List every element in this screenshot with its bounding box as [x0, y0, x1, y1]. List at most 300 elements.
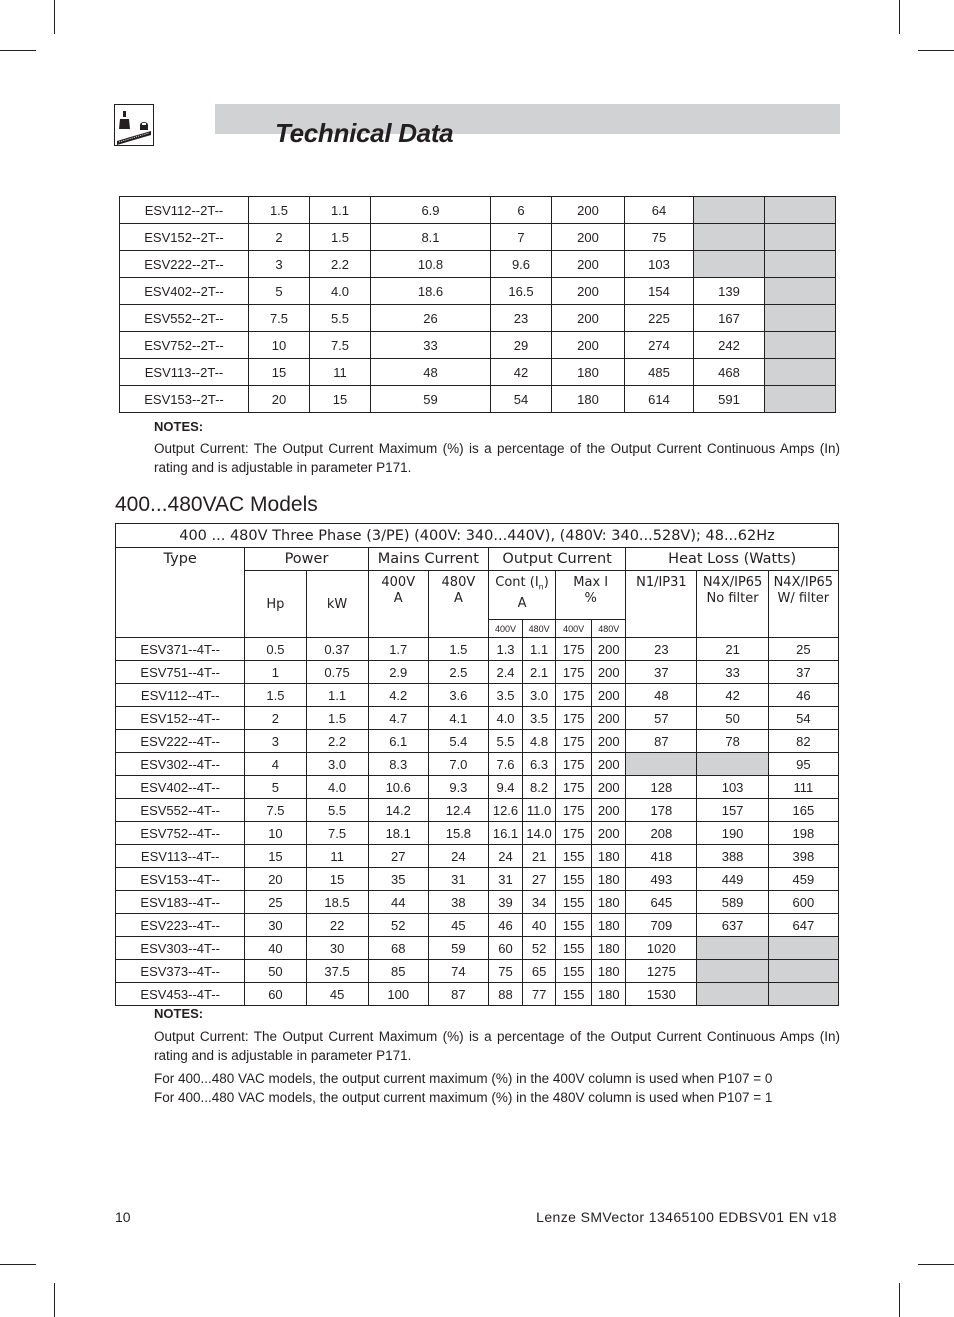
table-cell: 68 — [368, 937, 428, 960]
table-cell: 74 — [428, 960, 488, 983]
table-cell: 38 — [428, 891, 488, 914]
table-cell: 29 — [491, 332, 552, 359]
table-cell: 4 — [245, 753, 306, 776]
table-cell: 614 — [625, 386, 694, 413]
table-cell: ESV152--4T-- — [116, 707, 245, 730]
col-cont-close: ) — [543, 575, 549, 590]
table-cell: 190 — [697, 822, 768, 845]
col-mains-480v-unit: A — [453, 591, 463, 606]
table-cell: 8.2 — [523, 776, 556, 799]
table-cell: 200 — [592, 638, 626, 661]
table-cell: 103 — [697, 776, 768, 799]
table-cell: 591 — [694, 386, 765, 413]
table-cell: 60 — [488, 937, 522, 960]
table-cell: ESV752--4T-- — [116, 822, 245, 845]
table-cell: 12.6 — [488, 799, 522, 822]
table-cell: 54 — [768, 707, 838, 730]
table-cell: 200 — [592, 684, 626, 707]
table-cell: 2.1 — [523, 661, 556, 684]
table-cell — [765, 305, 836, 332]
table-row — [116, 845, 839, 868]
col-power: Power — [245, 548, 368, 571]
table-cell: 3.0 — [306, 753, 368, 776]
table-cell: 7.5 — [245, 799, 306, 822]
table-cell: 21 — [697, 638, 768, 661]
crop-mark — [0, 1264, 36, 1265]
table-cell: 52 — [368, 914, 428, 937]
section-title: 400...480VAC Models — [115, 493, 318, 516]
table-cell: 4.1 — [428, 707, 488, 730]
table-cell: ESV371--4T-- — [116, 638, 245, 661]
table-cell — [765, 386, 836, 413]
table-cell: 100 — [368, 983, 428, 1006]
notes-text: Output Current: The Output Current Maximum (%) is a percentage of the Output Current Continuous Amps (In) rating and is adjustable in parameter P171. — [154, 441, 840, 475]
table-cell: 4.0 — [488, 707, 522, 730]
col-type: Type — [116, 548, 245, 638]
table-cell: 14.0 — [523, 822, 556, 845]
table-cell: 200 — [552, 305, 625, 332]
col-mains-400v — [368, 571, 428, 638]
table-cell: 0.5 — [245, 638, 306, 661]
table-cell: 9.4 — [488, 776, 522, 799]
table-cell: 24 — [488, 845, 522, 868]
table-cell — [765, 197, 836, 224]
table-cell: ESV222--4T-- — [116, 730, 245, 753]
table-row — [116, 776, 839, 799]
table-cell: 82 — [768, 730, 838, 753]
table-cell: 87 — [626, 730, 697, 753]
table-cell — [768, 937, 838, 960]
table-cell: 37 — [626, 661, 697, 684]
table-cell: 31 — [428, 868, 488, 891]
table-cell: 6.9 — [371, 197, 491, 224]
table-cell: 42 — [697, 684, 768, 707]
table-cell: 180 — [592, 937, 626, 960]
table-cell: ESV183--4T-- — [116, 891, 245, 914]
notes-text: Output Current: The Output Current Maximum (%) is a percentage of the Output Current Continuous Amps (In) rating and is adjustable in parameter P171. — [154, 1029, 840, 1063]
table-cell: 2 — [249, 224, 310, 251]
table-cell: ESV402--4T-- — [116, 776, 245, 799]
table-cell: 1.5 — [428, 638, 488, 661]
table-cell: 180 — [592, 891, 626, 914]
table-cell: 1.1 — [306, 684, 368, 707]
table-cell: 40 — [245, 937, 306, 960]
col-n4x-nofilter — [697, 571, 768, 638]
table-cell: 34 — [523, 891, 556, 914]
table-cell: 39 — [488, 891, 522, 914]
table-cell: 3.6 — [428, 684, 488, 707]
table-cell: 180 — [592, 960, 626, 983]
table-cell: 0.75 — [306, 661, 368, 684]
col-heat-loss: Heat Loss (Watts) — [626, 548, 839, 571]
table-cell: ESV552--4T-- — [116, 799, 245, 822]
table-cell: 45 — [428, 914, 488, 937]
table-row — [116, 730, 839, 753]
table-cell: 5 — [245, 776, 306, 799]
table-cell: 8.1 — [371, 224, 491, 251]
table-cell: ESV113--2T-- — [120, 359, 249, 386]
table-cell: 95 — [768, 753, 838, 776]
table-cell: 22 — [306, 914, 368, 937]
table-cell: 200 — [592, 661, 626, 684]
col-mains-480v-label: 480V — [441, 575, 476, 590]
table-cell: 418 — [626, 845, 697, 868]
table-cell: 388 — [697, 845, 768, 868]
crop-mark — [899, 0, 900, 34]
table-cell: 27 — [368, 845, 428, 868]
table-cell: 5.5 — [306, 799, 368, 822]
col-mains-480v — [428, 571, 488, 638]
table-cell: 485 — [625, 359, 694, 386]
table-cell: 42 — [491, 359, 552, 386]
table-cell: 709 — [626, 914, 697, 937]
table-cell: 30 — [245, 914, 306, 937]
table-cell: 9.6 — [491, 251, 552, 278]
table-cell: 5.5 — [488, 730, 522, 753]
table-cell — [697, 983, 768, 1006]
table-cell: 15 — [306, 868, 368, 891]
table-cell: 31 — [488, 868, 522, 891]
table-cell: 3.5 — [523, 707, 556, 730]
table-cell: ESV152--2T-- — [120, 224, 249, 251]
table-cell: 15.8 — [428, 822, 488, 845]
table-cell — [765, 332, 836, 359]
table-cell: 175 — [556, 638, 592, 661]
table-cell: 52 — [523, 937, 556, 960]
table-cell: 88 — [488, 983, 522, 1006]
col-mains-current: Mains Current — [368, 548, 488, 571]
table-cell: 645 — [626, 891, 697, 914]
table-cell: 198 — [768, 822, 838, 845]
col-cont-400v: 400V — [488, 620, 522, 638]
table-cell — [697, 753, 768, 776]
table-cell: 1530 — [626, 983, 697, 1006]
table-cell: 175 — [556, 776, 592, 799]
table-cell: 26 — [371, 305, 491, 332]
table-cell: 10 — [245, 822, 306, 845]
table-cell: 6.1 — [368, 730, 428, 753]
col-wfilter-label: W/ filter — [777, 591, 830, 606]
table-cell: 2.2 — [306, 730, 368, 753]
table-cell: ESV113--4T-- — [116, 845, 245, 868]
table-row — [116, 960, 839, 983]
table-cell: 27 — [523, 868, 556, 891]
table-cell: 139 — [694, 278, 765, 305]
table-row — [120, 386, 836, 413]
table-row — [116, 638, 839, 661]
col-cont-unit: A — [517, 595, 527, 611]
table-cell: 59 — [428, 937, 488, 960]
table-cell: 8.3 — [368, 753, 428, 776]
table-cell: 200 — [552, 197, 625, 224]
table-cell: 1.5 — [249, 197, 310, 224]
table-cell: 48 — [371, 359, 491, 386]
crop-mark — [54, 1283, 55, 1317]
table-cell: 200 — [592, 730, 626, 753]
table-cell: 7.5 — [249, 305, 310, 332]
crop-mark — [918, 1264, 954, 1265]
table-cell — [765, 251, 836, 278]
table-cell: 33 — [371, 332, 491, 359]
table-cell — [765, 224, 836, 251]
table-cell: 78 — [697, 730, 768, 753]
table-2t-continued — [119, 196, 836, 413]
table-cell: 167 — [694, 305, 765, 332]
table-cell: 449 — [697, 868, 768, 891]
table-cell: 1275 — [626, 960, 697, 983]
table-cell: 180 — [592, 845, 626, 868]
table-cell: 2 — [245, 707, 306, 730]
table-cell: 25 — [768, 638, 838, 661]
table-cell: 15 — [245, 845, 306, 868]
table-row — [120, 359, 836, 386]
table-cell: 180 — [552, 359, 625, 386]
table-cell: 493 — [626, 868, 697, 891]
table-cell: 20 — [249, 386, 310, 413]
table-row — [120, 224, 836, 251]
table-cell: 25 — [245, 891, 306, 914]
table-row — [116, 661, 839, 684]
table-cell: 1.1 — [310, 197, 371, 224]
table-cell: 155 — [556, 891, 592, 914]
table-cell: 64 — [625, 197, 694, 224]
table-cell: ESV302--4T-- — [116, 753, 245, 776]
notes-title: NOTES: — [154, 419, 204, 434]
table-cell: 10.6 — [368, 776, 428, 799]
table-cell: 180 — [592, 914, 626, 937]
table-cell: 30 — [306, 937, 368, 960]
table-cell: 175 — [556, 684, 592, 707]
table-cell: 468 — [694, 359, 765, 386]
col-cont-sub: n — [538, 582, 544, 592]
table-cell: ESV552--2T-- — [120, 305, 249, 332]
crop-mark — [0, 50, 36, 51]
table-cell: 18.1 — [368, 822, 428, 845]
table-cell — [768, 960, 838, 983]
table-cell: 59 — [371, 386, 491, 413]
table-cell: 6.3 — [523, 753, 556, 776]
table-cell: 14.2 — [368, 799, 428, 822]
table-row — [116, 753, 839, 776]
table-cell: ESV402--2T-- — [120, 278, 249, 305]
table-cell: 50 — [245, 960, 306, 983]
table-cell: 23 — [626, 638, 697, 661]
table-cell: 1.7 — [368, 638, 428, 661]
table-cell: 200 — [552, 224, 625, 251]
table-cell: 57 — [626, 707, 697, 730]
col-cont-480v: 480V — [523, 620, 556, 638]
table-cell: 44 — [368, 891, 428, 914]
table-cell: 274 — [625, 332, 694, 359]
table-cell — [626, 753, 697, 776]
table-cell: 5 — [249, 278, 310, 305]
table-cell: 178 — [626, 799, 697, 822]
table-cell: 65 — [523, 960, 556, 983]
col-nofilter-label: No filter — [706, 591, 759, 606]
table-cell: 11 — [310, 359, 371, 386]
table-cell: 6 — [491, 197, 552, 224]
table-cell: 154 — [625, 278, 694, 305]
table-cell: 1 — [245, 661, 306, 684]
table-cell: 9.3 — [428, 776, 488, 799]
table-cell: 242 — [694, 332, 765, 359]
table-cell: 46 — [768, 684, 838, 707]
table-cell: 4.8 — [523, 730, 556, 753]
page-title: Technical Data — [275, 118, 454, 148]
table-cell: ESV223--4T-- — [116, 914, 245, 937]
col-n1-ip31: N1/IP31 — [626, 571, 697, 638]
table-cell: ESV752--2T-- — [120, 332, 249, 359]
col-n4x-label: N4X/IP65 — [773, 575, 834, 590]
table-cell: 50 — [697, 707, 768, 730]
crop-mark — [54, 0, 55, 34]
table-cell: 16.5 — [491, 278, 552, 305]
table-row — [120, 332, 836, 359]
table-cell: 398 — [768, 845, 838, 868]
table-row — [120, 305, 836, 332]
table-cell: 35 — [368, 868, 428, 891]
table-cell: 46 — [488, 914, 522, 937]
table-cell: 54 — [491, 386, 552, 413]
table-cell: 175 — [556, 661, 592, 684]
table-cell: 10 — [249, 332, 310, 359]
table-cell: 23 — [491, 305, 552, 332]
table-cell: 1.3 — [488, 638, 522, 661]
table-cell — [697, 960, 768, 983]
table-cell: 200 — [592, 776, 626, 799]
table-cell: 103 — [625, 251, 694, 278]
table-cell: 1.5 — [245, 684, 306, 707]
table-cell: 200 — [552, 332, 625, 359]
table-cell: 48 — [626, 684, 697, 707]
table-cell: 1.5 — [306, 707, 368, 730]
table-cell: 4.7 — [368, 707, 428, 730]
table-cell: 24 — [428, 845, 488, 868]
table-cell — [694, 224, 765, 251]
table-cell: 155 — [556, 868, 592, 891]
table-cell: 37 — [768, 661, 838, 684]
doc-reference: Lenze SMVector 13465100 EDBSV01 EN v18 — [536, 1209, 837, 1225]
table-cell: 459 — [768, 868, 838, 891]
table-cell: 2.4 — [488, 661, 522, 684]
table-cell: ESV153--2T-- — [120, 386, 249, 413]
table-cell: 3.0 — [523, 684, 556, 707]
col-max-label: Max I — [573, 575, 609, 590]
table-cell: 16.1 — [488, 822, 522, 845]
col-max-unit: % — [584, 591, 597, 606]
table-cell: 11 — [306, 845, 368, 868]
table-cell: 11.0 — [523, 799, 556, 822]
table-cell: 7.6 — [488, 753, 522, 776]
table-cell: 18.6 — [371, 278, 491, 305]
col-mains-400v-unit: A — [393, 591, 403, 606]
table-row — [116, 868, 839, 891]
table-cell: 4.0 — [306, 776, 368, 799]
table-cell: 3.5 — [488, 684, 522, 707]
table-cell: 1.1 — [523, 638, 556, 661]
table-cell: 2.5 — [428, 661, 488, 684]
table-row — [116, 914, 839, 937]
col-hp: Hp — [245, 571, 306, 638]
device-icon — [114, 104, 154, 146]
table-row — [116, 684, 839, 707]
table-cell: ESV751--4T-- — [116, 661, 245, 684]
table-cell — [765, 278, 836, 305]
table-row — [120, 251, 836, 278]
crop-mark — [918, 50, 954, 51]
table-cell: 12.4 — [428, 799, 488, 822]
crop-mark — [899, 1283, 900, 1317]
table-cell: 2.9 — [368, 661, 428, 684]
table-cell: 10.8 — [371, 251, 491, 278]
table-cell: 7.5 — [310, 332, 371, 359]
table-cell: ESV153--4T-- — [116, 868, 245, 891]
table-row — [116, 822, 839, 845]
table-cell: 180 — [592, 868, 626, 891]
table-row — [120, 197, 836, 224]
table-cell: 175 — [556, 730, 592, 753]
table-row — [116, 983, 839, 1006]
col-max-current — [556, 571, 626, 620]
table-cell: 200 — [552, 278, 625, 305]
table-cell: 200 — [552, 251, 625, 278]
table-cell — [768, 983, 838, 1006]
table-cell: 4.0 — [310, 278, 371, 305]
table-cell: 1020 — [626, 937, 697, 960]
table-row — [116, 799, 839, 822]
col-cont-current — [488, 571, 555, 620]
table-cell: 200 — [592, 707, 626, 730]
table-cell: 7 — [491, 224, 552, 251]
table-cell: 1.5 — [310, 224, 371, 251]
table-row — [116, 937, 839, 960]
table-cell: 33 — [697, 661, 768, 684]
table-cell: 0.37 — [306, 638, 368, 661]
table-cell: 128 — [626, 776, 697, 799]
table-cell: 600 — [768, 891, 838, 914]
table-cell: 7.5 — [306, 822, 368, 845]
table-cell — [694, 251, 765, 278]
table-cell — [765, 359, 836, 386]
table-cell: 5.4 — [428, 730, 488, 753]
table-cell: 21 — [523, 845, 556, 868]
table-cell: 4.2 — [368, 684, 428, 707]
table-cell: 40 — [523, 914, 556, 937]
table-cell: 200 — [592, 822, 626, 845]
col-kw: kW — [306, 571, 368, 638]
table-cell: 180 — [592, 983, 626, 1006]
table-cell: 225 — [625, 305, 694, 332]
table-cell: ESV112--4T-- — [116, 684, 245, 707]
table-cell: 165 — [768, 799, 838, 822]
table-cell: 208 — [626, 822, 697, 845]
table-cell: 155 — [556, 960, 592, 983]
notes-title: NOTES: — [154, 1006, 204, 1021]
table-cell: 637 — [697, 914, 768, 937]
notes-line: For 400...480 VAC models, the output current maximum (%) in the 480V column is used when P107 = 1 — [154, 1090, 773, 1105]
table-row — [116, 891, 839, 914]
table-cell: 37.5 — [306, 960, 368, 983]
table-cell: 155 — [556, 937, 592, 960]
table-cell: 85 — [368, 960, 428, 983]
table-cell: 175 — [556, 822, 592, 845]
table-row — [120, 278, 836, 305]
table-cell: 111 — [768, 776, 838, 799]
table-400-480vac — [115, 523, 839, 1006]
col-max-400v: 400V — [556, 620, 592, 638]
table-cell: 20 — [245, 868, 306, 891]
table-cell: 157 — [697, 799, 768, 822]
